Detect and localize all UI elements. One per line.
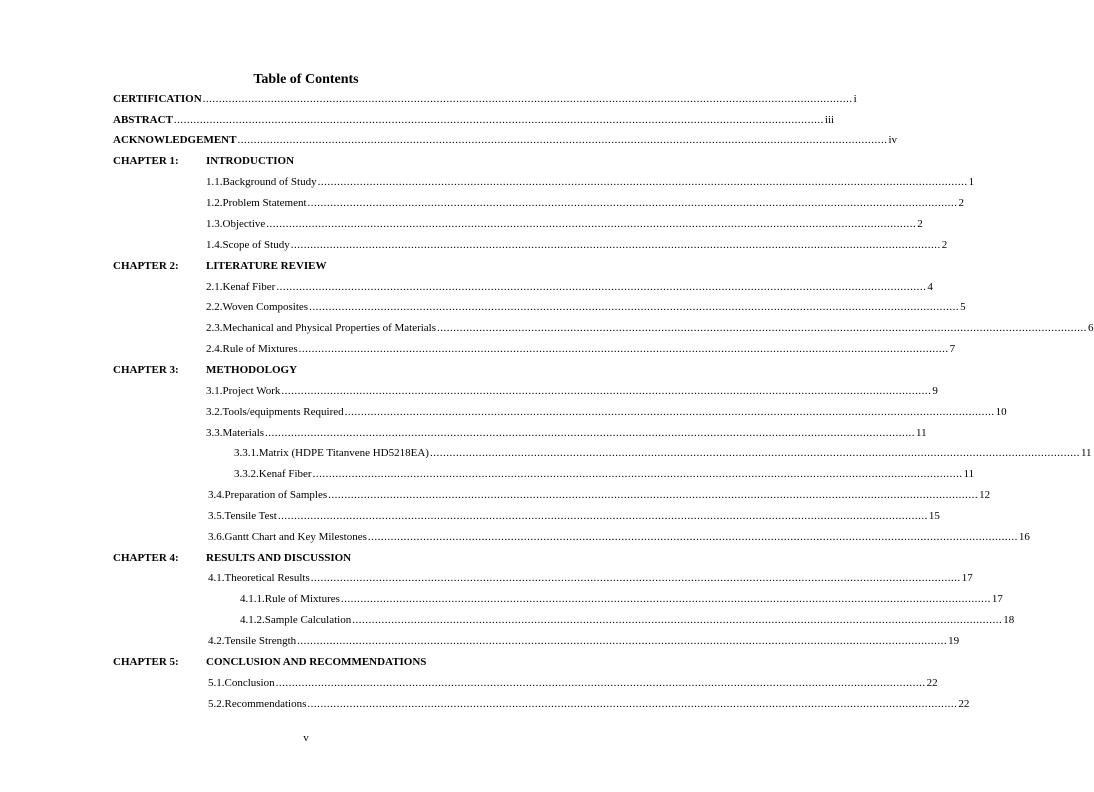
section-title: Tensile Test [224, 510, 277, 522]
toc-entry[interactable]: 2.2. Woven Composites ........................................................................................................................................................................................................ 5 [206, 301, 966, 313]
section-number: 2.4. [206, 343, 223, 355]
section-page: 5 [960, 301, 966, 313]
toc-entry[interactable]: 1.1. Background of Study ........................................................................................................................................................................................................ 1 [206, 176, 975, 188]
section-number: 1.1. [206, 176, 223, 188]
section-title: Kenaf Fiber [258, 468, 312, 480]
section-title: Preparation of Samples [224, 489, 328, 501]
section-page: 9 [932, 385, 938, 397]
section-page: 2 [941, 239, 948, 251]
toc-entry[interactable]: 3.6. Gantt Chart and Key Milestones ........................................................................................................................................................................................................ 16 [208, 531, 1030, 543]
page-number: v [303, 732, 309, 744]
toc-entry-certification[interactable]: CERTIFICATION ........................................................................................................................................................................................................ i [113, 93, 857, 105]
section-page: 18 [1003, 614, 1015, 626]
toc-entry-abstract[interactable]: ABSTRACT ........................................................................................................................................................................................................ iii [113, 114, 835, 126]
section-number: 1.3. [206, 218, 223, 230]
toc-entry-label: CERTIFICATION [113, 93, 202, 105]
toc-entry-label: ACKNOWLEDGEMENT [113, 134, 237, 146]
toc-entry-acknowledgement[interactable]: ACKNOWLEDGEMENT ........................................................................................................................................................................................................ iv [113, 134, 898, 146]
toc-entry[interactable]: 3.3. Materials ........................................................................................................................................................................................................ 11 [206, 427, 927, 439]
toc-entry[interactable]: 2.1. Kenaf Fiber ........................................................................................................................................................................................................ 4 [206, 281, 933, 293]
toc-entry[interactable]: 3.3.2. Kenaf Fiber ........................................................................................................................................................................................................ 11 [234, 468, 975, 480]
section-title: Kenaf Fiber [222, 281, 276, 293]
chapter-title[interactable]: LITERATURE REVIEW [206, 260, 327, 272]
chapter-label: CHAPTER 3: [113, 364, 179, 376]
toc-entry-label: ABSTRACT [113, 114, 173, 126]
toc-entry[interactable]: 4.2. Tensile Strength ........................................................................................................................................................................................................ 19 [208, 635, 960, 647]
section-number: 4.1. [208, 572, 225, 584]
section-number: 4.1.1. [240, 593, 265, 605]
section-number: 3.1. [206, 385, 223, 397]
section-number: 1.2. [206, 197, 223, 209]
section-number: 3.4. [208, 489, 225, 501]
section-page: 11 [1080, 447, 1092, 459]
section-title: Sample Calculation [264, 614, 352, 626]
page-title: Table of Contents [253, 72, 359, 87]
section-title: Rule of Mixtures [222, 343, 298, 355]
section-title: Objective [222, 218, 266, 230]
chapter-label: CHAPTER 1: [113, 155, 179, 167]
section-page: 2 [917, 218, 923, 230]
section-title: Problem Statement [222, 197, 307, 209]
chapter-label: CHAPTER 4: [113, 552, 179, 564]
section-page: 22 [958, 698, 970, 710]
chapter-title[interactable]: INTRODUCTION [206, 155, 295, 167]
section-page: 2 [958, 197, 965, 209]
section-number: 5.2. [208, 698, 225, 710]
toc-entry[interactable]: 2.4. Rule of Mixtures ........................................................................................................................................................................................................ 7 [206, 343, 956, 355]
toc-entry[interactable]: 1.2. Problem Statement ........................................................................................................................................................................................................ 2 [206, 197, 965, 209]
toc-entry-page: iv [888, 134, 898, 146]
section-page: 16 [1018, 531, 1030, 543]
section-page: 22 [926, 677, 938, 689]
section-number: 2.2. [206, 301, 223, 313]
section-number: 3.3.2. [234, 468, 259, 480]
toc-entry[interactable]: 3.4. Preparation of Samples ........................................................................................................................................................................................................ 12 [208, 489, 991, 501]
chapter-label: CHAPTER 5: [113, 656, 179, 668]
section-number: 2.1. [206, 281, 223, 293]
section-number: 3.3.1. [234, 447, 259, 459]
section-title: Theoretical Results [224, 572, 310, 584]
section-page: 4 [927, 281, 933, 293]
section-page: 15 [928, 510, 940, 522]
section-page: 17 [961, 572, 973, 584]
section-number: 3.6. [208, 531, 225, 543]
section-page: 11 [916, 427, 927, 439]
toc-entry[interactable]: 3.5. Tensile Test ........................................................................................................................................................................................................ 15 [208, 510, 940, 522]
toc-entry[interactable]: 4.1.2. Sample Calculation ........................................................................................................................................................................................................ 18 [240, 614, 1015, 626]
section-title: Gantt Chart and Key Milestones [224, 531, 367, 543]
section-page: 10 [995, 406, 1007, 418]
section-page: 1 [968, 176, 975, 188]
section-title: Rule of Mixtures [264, 593, 340, 605]
section-title: Scope of Study [222, 239, 290, 251]
chapter-label: CHAPTER 2: [113, 260, 179, 272]
section-page: 19 [948, 635, 960, 647]
chapter-title[interactable]: METHODOLOGY [206, 364, 298, 376]
toc-entry[interactable]: 4.1. Theoretical Results ........................................................................................................................................................................................................ 17 [208, 572, 973, 584]
section-title: Conclusion [224, 677, 275, 689]
section-title: Project Work [222, 385, 281, 397]
section-number: 3.5. [208, 510, 225, 522]
toc-entry[interactable]: 3.3.1. Matrix (HDPE Titanvene HD5218EA) ........................................................................................................................................................................................................ 11 [234, 447, 1092, 459]
section-number: 3.2. [206, 406, 223, 418]
toc-entry[interactable]: 3.2. Tools/equipments Required ........................................................................................................................................................................................................ 10 [206, 406, 1007, 418]
section-title: Mechanical and Physical Properties of Materials [222, 322, 437, 334]
toc-entry[interactable]: 1.4. Scope of Study ........................................................................................................................................................................................................ 2 [206, 239, 948, 251]
section-title: Tensile Strength [224, 635, 297, 647]
section-number: 5.1. [208, 677, 225, 689]
section-page: 17 [991, 593, 1003, 605]
toc-entry-page: iii [824, 114, 835, 126]
toc-entry[interactable]: 2.3. Mechanical and Physical Properties of Materials ........................................................................................................................................................................................................ 6 [206, 322, 1094, 334]
section-title: Matrix (HDPE Titanvene HD5218EA) [258, 447, 429, 459]
section-page: 12 [979, 489, 991, 501]
section-title: Tools/equipments Required [222, 406, 344, 418]
toc-entry[interactable]: 3.1. Project Work ........................................................................................................................................................................................................ 9 [206, 385, 938, 397]
chapter-title[interactable]: RESULTS AND DISCUSSION [206, 552, 352, 564]
section-number: 4.2. [208, 635, 225, 647]
section-title: Woven Composites [222, 301, 309, 313]
section-title: Materials [222, 427, 265, 439]
section-title: Recommendations [224, 698, 307, 710]
section-page: 7 [949, 343, 956, 355]
toc-entry[interactable]: 5.2. Recommendations ........................................................................................................................................................................................................ 22 [208, 698, 970, 710]
toc-entry[interactable]: 4.1.1. Rule of Mixtures ........................................................................................................................................................................................................ 17 [240, 593, 1003, 605]
section-number: 4.1.2. [240, 614, 265, 626]
section-page: 11 [963, 468, 975, 480]
section-title: Background of Study [222, 176, 317, 188]
section-number: 2.3. [206, 322, 223, 334]
section-page: 6 [1088, 322, 1094, 334]
toc-entry-page: i [853, 93, 857, 105]
toc-entry[interactable]: 5.1. Conclusion ........................................................................................................................................................................................................ 22 [208, 677, 938, 689]
section-number: 1.4. [206, 239, 223, 251]
section-number: 3.3. [206, 427, 223, 439]
chapter-title[interactable]: CONCLUSION AND RECOMMENDATIONS [206, 656, 427, 668]
toc-entry[interactable]: 1.3. Objective ........................................................................................................................................................................................................ 2 [206, 218, 923, 230]
